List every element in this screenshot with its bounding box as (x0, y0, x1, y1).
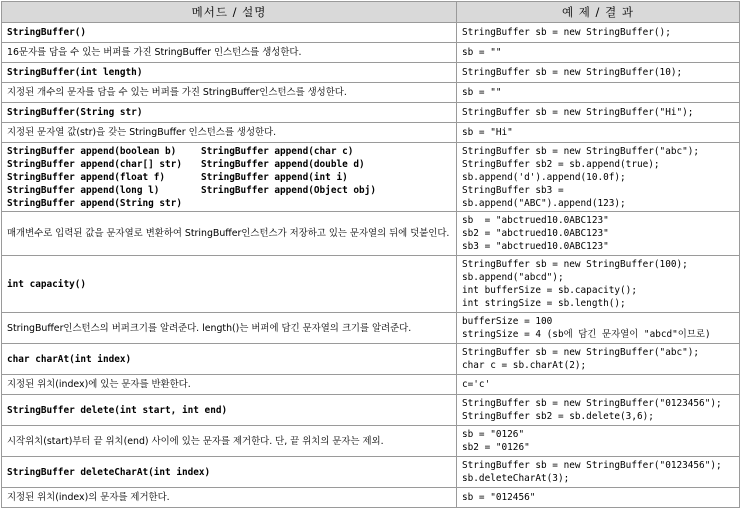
table-row (2, 344, 740, 375)
example-code (457, 23, 740, 43)
code-line: sb = "" (462, 47, 502, 58)
code-line: StringBuffer sb = new StringBuffer(10); (462, 67, 683, 78)
example-result (457, 123, 740, 143)
code-line: sb = "0126" (462, 429, 525, 440)
header-method-description: 메서드 / 설명 (2, 2, 457, 23)
method-signature: StringBuffer(int length) (2, 63, 457, 83)
code-line: sb.deleteCharAt(3); (462, 473, 570, 484)
example-code (457, 143, 740, 212)
method-description: 16문자를 담을 수 있는 버퍼를 가진 StringBuffer 인스턴스를 생성한다. (2, 43, 457, 63)
example-result (457, 488, 740, 508)
append-signature-columns (7, 145, 451, 210)
method-signature: StringBuffer append(char c) (201, 145, 354, 157)
method-signature: StringBuffer append(String str) (7, 197, 182, 209)
code-line: bufferSize = 100 (462, 316, 553, 327)
method-description: 지정된 개수의 문자를 담을 수 있는 버퍼를 가진 StringBuffer인스턴스를 생성한다. (2, 83, 457, 103)
method-signature: StringBuffer append(double d) (201, 158, 365, 170)
example-result (457, 83, 740, 103)
code-line: StringBuffer sb2 = sb.delete(3,6); (462, 411, 654, 422)
method-signature: StringBuffer append(boolean b) (7, 145, 177, 157)
code-line: stringSize = 4 (sb에 담긴 문자열이 "abcd"이므로) (462, 329, 711, 340)
code-line: StringBuffer sb = new StringBuffer(); (462, 27, 671, 38)
example-code (457, 256, 740, 313)
code-line: sb.append("abcd"); (462, 272, 564, 283)
method-signature: int capacity() (2, 256, 457, 313)
method-signature: StringBuffer append(long l) (7, 184, 160, 196)
header-example-result: 예 제 / 결 과 (457, 2, 740, 23)
method-signature: StringBuffer append(char[] str) (7, 158, 182, 170)
code-line: sb.append("ABC").append(123); (462, 197, 626, 209)
table-row (2, 488, 740, 508)
stringbuffer-method-table (1, 1, 740, 508)
table-row (2, 63, 740, 83)
table-row (2, 313, 740, 344)
code-line: StringBuffer sb = new StringBuffer("Hi"); (462, 107, 694, 118)
code-line: sb = "abctrued10.0ABC123" (462, 215, 609, 226)
example-result (457, 212, 740, 256)
code-line: c='c' (462, 379, 491, 390)
table-row (2, 395, 740, 426)
method-signature: StringBuffer(String str) (2, 103, 457, 123)
example-code (457, 63, 740, 83)
code-line: StringBuffer sb2 = sb.append(true); (462, 158, 660, 170)
method-signature: StringBuffer delete(int start, int end) (2, 395, 457, 426)
table-row (2, 43, 740, 63)
method-signature: StringBuffer() (2, 23, 457, 43)
example-code (457, 103, 740, 123)
table-row (2, 426, 740, 457)
table-row (2, 457, 740, 488)
code-line: int stringSize = sb.length(); (462, 298, 626, 309)
example-result (457, 43, 740, 63)
method-description: 지정된 위치(index)의 문자를 제거한다. (2, 488, 457, 508)
code-line: StringBuffer sb = new StringBuffer("abc"); (462, 145, 700, 157)
header-row (2, 2, 740, 23)
code-line: StringBuffer sb3 = (462, 184, 564, 196)
code-line: int bufferSize = sb.capacity(); (462, 285, 637, 296)
table-row (2, 103, 740, 123)
append-signatures-left (7, 145, 201, 210)
code-line: sb2 = "0126" (462, 442, 530, 453)
table-row (2, 375, 740, 395)
table-row (2, 83, 740, 103)
code-line: StringBuffer sb = new StringBuffer("abc"); (462, 347, 700, 358)
code-line: sb3 = "abctrued10.0ABC123" (462, 241, 609, 252)
method-description: 시작위치(start)부터 끝 위치(end) 사이에 있는 문자를 제거한다. 단, 끝 위치의 문자는 제외. (2, 426, 457, 457)
method-description: 매개변수로 입력된 값을 문자열로 변환하여 StringBuffer인스턴스가 저장하고 있는 문자열의 뒤에 덧붙인다. (2, 212, 457, 256)
table-row (2, 23, 740, 43)
code-line: sb.append('d').append(10.0f); (462, 171, 626, 183)
example-result (457, 375, 740, 395)
code-line: char c = sb.charAt(2); (462, 360, 587, 371)
table-row (2, 143, 740, 212)
method-description: 지정된 문자열 값(str)을 갖는 StringBuffer 인스턴스를 생성한다. (2, 123, 457, 143)
method-description: StringBuffer인스턴스의 버퍼크기를 알려준다. length()는 버퍼에 담긴 문자열의 크기를 알려준다. (2, 313, 457, 344)
table-row (2, 212, 740, 256)
method-signature: char charAt(int index) (2, 344, 457, 375)
method-signature: StringBuffer append(float f) (7, 171, 166, 183)
table-row (2, 256, 740, 313)
code-line: StringBuffer sb = new StringBuffer("0123456"); (462, 460, 722, 471)
example-result (457, 313, 740, 344)
append-signatures-right (201, 145, 451, 210)
example-code (457, 457, 740, 488)
method-signature: StringBuffer append(Object obj) (201, 184, 376, 196)
code-line: StringBuffer sb = new StringBuffer("0123456"); (462, 398, 722, 409)
method-signature: StringBuffer append(int i) (201, 171, 348, 183)
method-description: 지정된 위치(index)에 있는 문자를 반환한다. (2, 375, 457, 395)
code-line: sb2 = "abctrued10.0ABC123" (462, 228, 609, 239)
code-line: sb = "Hi" (462, 127, 513, 138)
method-signature: StringBuffer deleteCharAt(int index) (2, 457, 457, 488)
code-line: sb = "" (462, 87, 502, 98)
append-signatures (2, 143, 457, 212)
example-code (457, 395, 740, 426)
code-line: sb = "012456" (462, 492, 536, 503)
example-result (457, 426, 740, 457)
table-row (2, 123, 740, 143)
code-line: StringBuffer sb = new StringBuffer(100); (462, 259, 688, 270)
example-code (457, 344, 740, 375)
